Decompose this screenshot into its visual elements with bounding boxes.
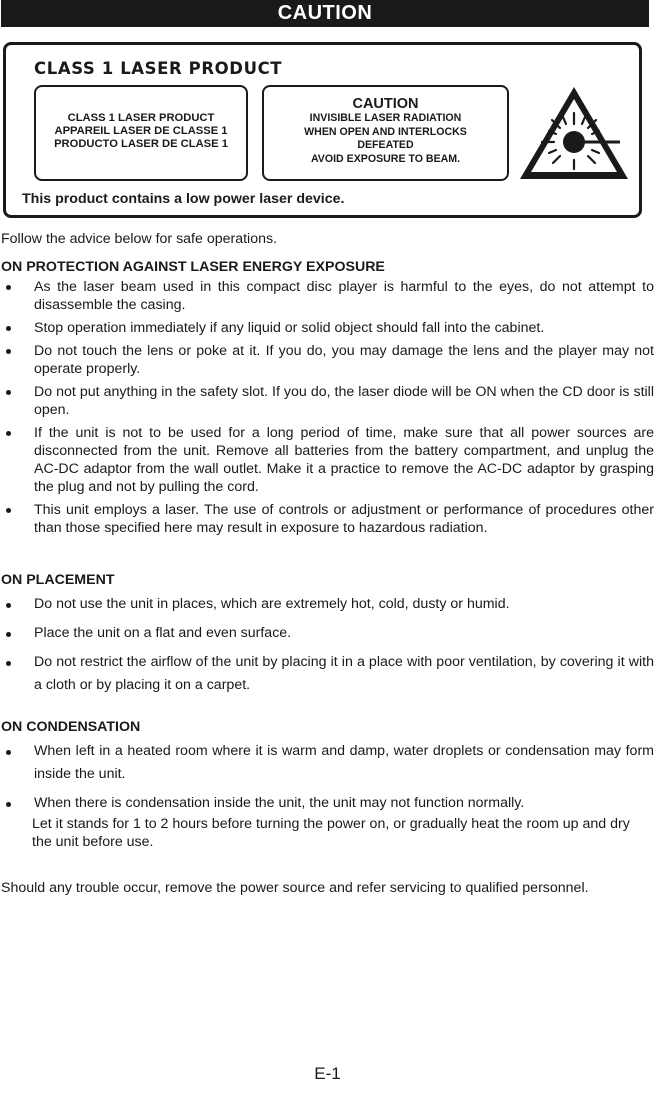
list-item <box>0 501 654 537</box>
panel-line: INVISIBLE LASER RADIATION <box>309 112 462 124</box>
laser-warning-icon <box>516 83 632 183</box>
list-item-text: Do not restrict the airflow of the unit by placing it in a place with poor ventilation, by covering it with a cloth or by placing it on a carpet. <box>34 654 654 693</box>
laser-class-panel <box>34 85 248 181</box>
list-item <box>0 319 654 337</box>
laser-label-footer: This product contains a low power laser device. <box>22 191 345 207</box>
protection-list <box>0 278 654 542</box>
bullet-icon <box>6 285 11 290</box>
condensation-list <box>0 740 654 821</box>
panel-line: AVOID EXPOSURE TO BEAM. <box>310 152 461 165</box>
list-item <box>0 792 654 815</box>
page-number: E-1 <box>314 1064 341 1083</box>
section-heading-placement: ON PLACEMENT <box>1 572 115 588</box>
list-item-text: As the laser beam used in this compact disc player is harmful to the eyes, do not attempt to disassemble the casing. <box>34 279 654 313</box>
list-item-text: When there is condensation inside the unit, the unit may not function normally. <box>34 795 525 811</box>
radiation-caution-panel <box>262 85 509 181</box>
bullet-icon <box>6 802 11 807</box>
panel-line: DEFEATED <box>357 139 414 151</box>
condensation-note: Let it stands for 1 to 2 hours before turning the power on, or gradually heat the room up and dry the unit before use. <box>32 816 630 850</box>
bullet-icon <box>6 750 11 755</box>
list-item <box>0 651 654 697</box>
bullet-icon <box>6 603 11 608</box>
panel-line: CLASS 1 LASER PRODUCT <box>67 112 215 124</box>
bullet-icon <box>6 431 11 436</box>
laser-product-label <box>3 42 642 218</box>
bullet-icon <box>6 326 11 331</box>
list-item <box>0 740 654 786</box>
list-item-text: Do not use the unit in places, which are extremely hot, cold, dusty or humid. <box>34 596 510 612</box>
list-item <box>0 622 654 645</box>
panel-caution-title: CAUTION <box>352 96 419 112</box>
bullet-icon <box>6 508 11 513</box>
caution-header: CAUTION <box>1 0 649 27</box>
bullet-icon <box>6 349 11 354</box>
list-item-text: Do not touch the lens or poke at it. If you do, you may damage the lens and the player may not operate properly. <box>34 343 654 377</box>
bullet-icon <box>6 632 11 637</box>
list-item <box>0 278 654 314</box>
list-item <box>0 424 654 496</box>
list-item-text: When left in a heated room where it is warm and damp, water droplets or condensation may form inside the unit. <box>34 743 654 782</box>
panel-line: APPAREIL LASER DE CLASSE 1 <box>54 125 228 137</box>
bullet-icon <box>6 661 11 666</box>
closing-text: Should any trouble occur, remove the power source and refer servicing to qualified personnel. <box>1 880 589 896</box>
section-heading-condensation: ON CONDENSATION <box>1 719 141 735</box>
list-item <box>0 342 654 378</box>
laser-label-title: CLASS 1 LASER PRODUCT <box>34 59 283 78</box>
list-item-text: Place the unit on a flat and even surface. <box>34 625 292 641</box>
section-heading-protection: ON PROTECTION AGAINST LASER ENERGY EXPOSURE <box>1 259 385 275</box>
list-item <box>0 593 654 616</box>
list-item <box>0 383 654 419</box>
list-item-text: This unit employs a laser. The use of controls or adjustment or performance of procedures other than those specified here may result in exposure to hazardous radiation. <box>34 502 654 536</box>
list-item-text: Do not put anything in the safety slot. If you do, the laser diode will be ON when the CD door is still open. <box>34 384 654 418</box>
list-item-text: Stop operation immediately if any liquid or solid object should fall into the cabinet. <box>34 320 545 336</box>
panel-line: PRODUCTO LASER DE CLASE 1 <box>54 138 228 150</box>
panel-line: WHEN OPEN AND INTERLOCKS <box>304 125 467 138</box>
placement-list <box>0 593 654 703</box>
list-item-text: If the unit is not to be used for a long period of time, make sure that all power sources are disconnected from the unit. Remove all batteries from the battery compartment, and unplug the AC-DC adaptor from the wall outlet. Make it a practice to remove the AC-DC adaptor by grasping the plug and not by pulling the cord. <box>34 425 654 495</box>
intro-text: Follow the advice below for safe operations. <box>1 231 278 247</box>
bullet-icon <box>6 390 11 395</box>
